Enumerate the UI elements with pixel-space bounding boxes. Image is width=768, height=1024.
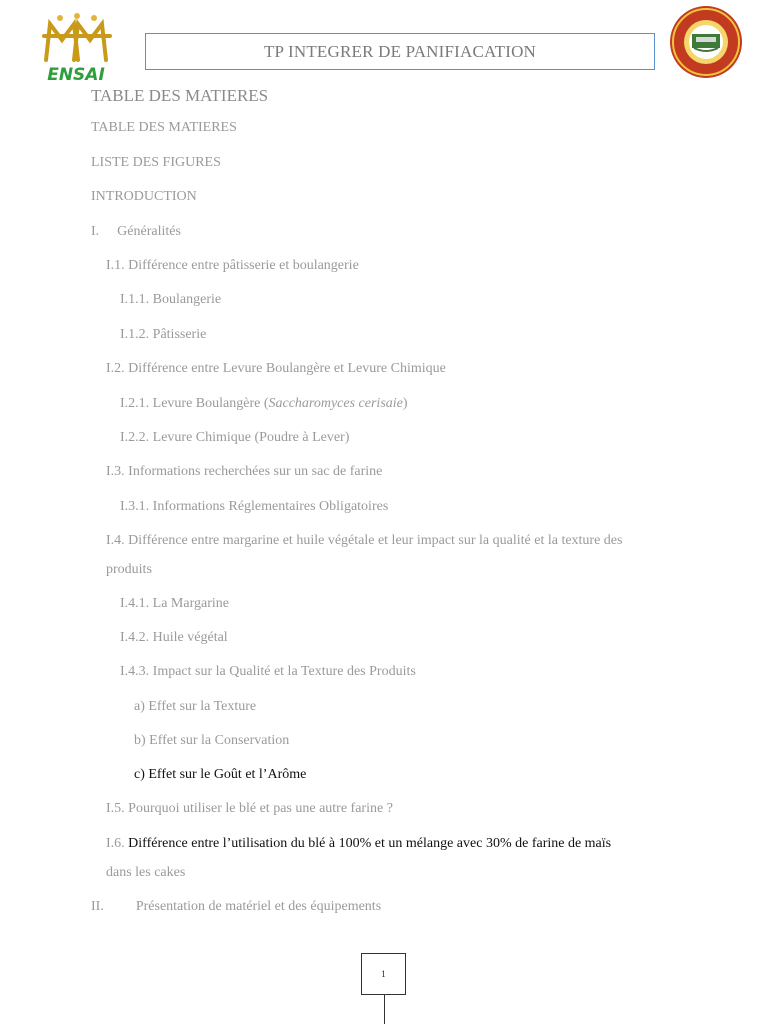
ensai-logo-text: ENSAI: [47, 65, 105, 85]
toc-heading: TABLE DES MATIERES: [91, 86, 269, 105]
toc-entry-i11[interactable]: I.1.1. Boulangerie: [120, 292, 222, 307]
university-seal-icon: [664, 4, 748, 80]
toc-entry-label: Différence entre l’utilisation du blé à 100% et un mélange avec 30% de farine de maïs: [128, 836, 612, 851]
toc-entry-number: II.: [91, 899, 104, 914]
page-number-connector: [384, 995, 385, 1024]
toc-entry-i6-continued[interactable]: dans les cakes: [106, 865, 186, 880]
toc-entry-i21[interactable]: [120, 396, 408, 412]
toc-entry-a[interactable]: a) Effet sur la Texture: [134, 699, 257, 714]
toc-entry-c[interactable]: c) Effet sur le Goût et l’Arôme: [134, 767, 307, 782]
toc-entry-i1[interactable]: I.1. Différence entre pâtisserie et boulangerie: [106, 258, 359, 273]
toc-entry-i22[interactable]: I.2.2. Levure Chimique (Poudre à Lever): [120, 430, 350, 445]
toc-entry-label: Présentation de matériel et des équipements: [135, 899, 382, 914]
page-number: 1: [361, 953, 406, 995]
toc-entry-i5[interactable]: I.5. Pourquoi utiliser le blé et pas une autre farine ?: [106, 801, 393, 816]
toc-entry-label: Généralités: [117, 224, 181, 239]
toc-entry-i4[interactable]: I.4. Différence entre margarine et huile végétale et leur impact sur la qualité et la texture des: [106, 533, 623, 548]
toc-entry-number: I.: [91, 224, 100, 239]
toc-entry-i41[interactable]: I.4.1. La Margarine: [120, 596, 229, 611]
toc-entry-i43[interactable]: I.4.3. Impact sur la Qualité et la Texture des Produits: [120, 664, 416, 679]
toc-entry-suffix: ): [402, 396, 408, 411]
toc-entry-i42[interactable]: I.4.2. Huile végétal: [120, 630, 228, 645]
toc-entry-i12[interactable]: I.1.2. Pâtisserie: [120, 327, 207, 342]
toc-entry-b[interactable]: b) Effet sur la Conservation: [134, 733, 290, 748]
toc-entry-liste-des-figures[interactable]: LISTE DES FIGURES: [91, 155, 221, 170]
ensai-logo: [38, 10, 116, 86]
toc-entry-generalites[interactable]: [91, 224, 181, 240]
toc-entry-number: I.6.: [106, 836, 125, 851]
toc-entry-i31[interactable]: I.3.1. Informations Réglementaires Obligatoires: [120, 499, 389, 514]
toc-entry-ii[interactable]: [91, 899, 381, 915]
toc-entry-introduction[interactable]: INTRODUCTION: [91, 189, 197, 204]
toc-entry-i2[interactable]: I.2. Différence entre Levure Boulangère et Levure Chimique: [106, 361, 446, 376]
toc-entry-prefix: I.2.1. Levure Boulangère (: [120, 396, 269, 411]
document-title: TP INTEGRER DE PANIFIACATION: [145, 33, 655, 70]
toc-entry-i3[interactable]: I.3. Informations recherchées sur un sac de farine: [106, 464, 383, 479]
toc-entry-i6[interactable]: [106, 836, 611, 852]
toc-entry-i4-continued[interactable]: produits: [106, 562, 152, 577]
toc-entry-italic: Saccharomyces cerisaie: [268, 396, 403, 411]
toc-entry-table-des-matieres[interactable]: TABLE DES MATIERES: [91, 120, 237, 135]
